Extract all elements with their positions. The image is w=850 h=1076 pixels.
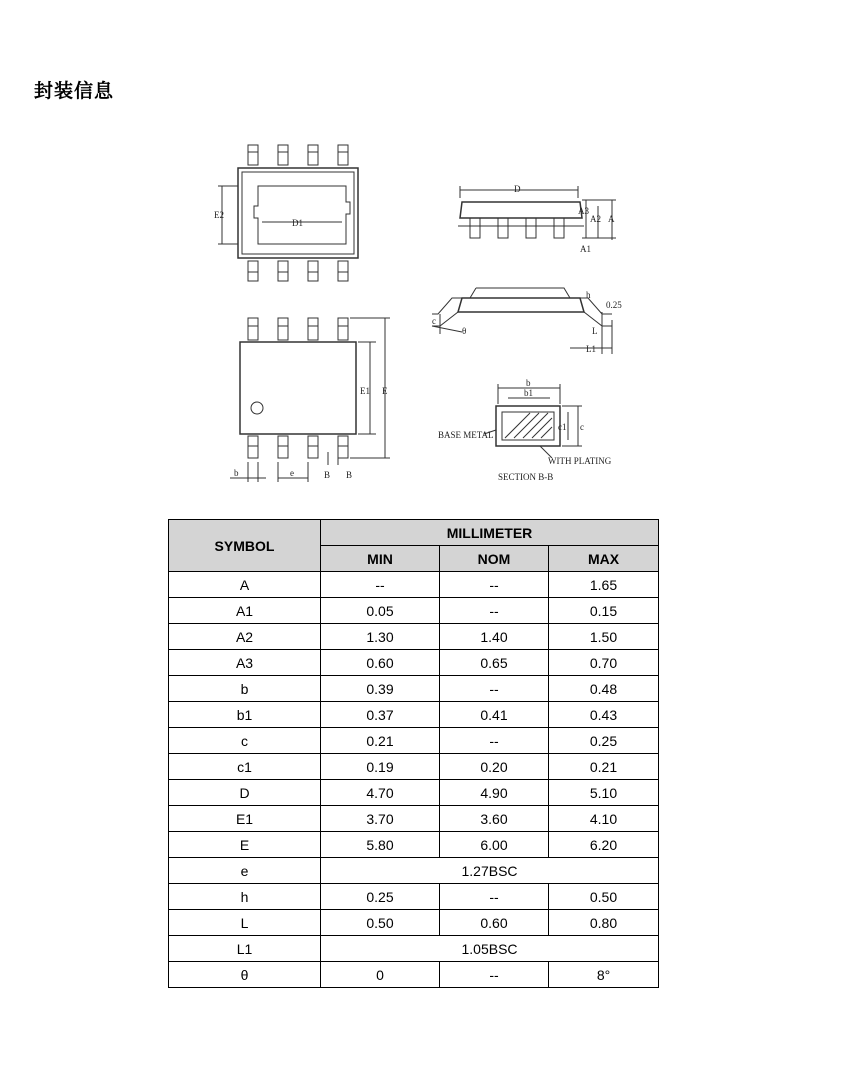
cell-max: 0.48 (549, 676, 659, 702)
cell-max: 1.50 (549, 624, 659, 650)
cell-span: 1.05BSC (321, 936, 659, 962)
cell-nom: 0.65 (440, 650, 549, 676)
cell-symbol: θ (169, 962, 321, 988)
cell-nom: 0.60 (440, 910, 549, 936)
cell-symbol: E (169, 832, 321, 858)
header-nom: NOM (440, 546, 549, 572)
cell-min: 5.80 (321, 832, 440, 858)
label-b-section: b (526, 378, 531, 388)
label-base-metal: BASE METAL (438, 430, 494, 440)
label-B-right: B (346, 470, 353, 480)
cell-nom: -- (440, 884, 549, 910)
table-row (169, 676, 659, 702)
table-row (169, 884, 659, 910)
header-max: MAX (549, 546, 659, 572)
cell-max: 0.43 (549, 702, 659, 728)
cell-symbol: c (169, 728, 321, 754)
label-A3: A3 (578, 206, 589, 216)
cell-min: -- (321, 572, 440, 598)
cell-nom: 1.40 (440, 624, 549, 650)
table-row (169, 702, 659, 728)
header-symbol: SYMBOL (169, 520, 321, 572)
cell-nom: -- (440, 728, 549, 754)
label-L: L (592, 326, 598, 336)
package-outline-drawing (200, 140, 660, 490)
cell-max: 0.70 (549, 650, 659, 676)
cell-max: 1.65 (549, 572, 659, 598)
cell-min: 0.39 (321, 676, 440, 702)
label-B-left: B (324, 470, 331, 480)
table-row (169, 936, 659, 962)
cell-symbol: D (169, 780, 321, 806)
cell-min: 0.21 (321, 728, 440, 754)
table-row (169, 754, 659, 780)
label-h: h (586, 290, 591, 300)
cell-min: 0.60 (321, 650, 440, 676)
label-D1: D1 (292, 218, 303, 228)
cell-symbol: E1 (169, 806, 321, 832)
side-view (458, 186, 616, 240)
label-section: SECTION B-B (498, 472, 554, 482)
cell-max: 4.10 (549, 806, 659, 832)
cell-max: 8° (549, 962, 659, 988)
label-with-plating: WITH PLATING (548, 456, 612, 466)
cell-max: 0.50 (549, 884, 659, 910)
bottom-view (230, 318, 390, 482)
table-row (169, 910, 659, 936)
cell-max: 5.10 (549, 780, 659, 806)
table-row (169, 728, 659, 754)
header-unit: MILLIMETER (321, 520, 659, 546)
label-c-section: c (580, 422, 584, 432)
label-E1: E1 (360, 386, 370, 396)
cell-max: 0.80 (549, 910, 659, 936)
cell-min: 0.05 (321, 598, 440, 624)
cell-nom: -- (440, 598, 549, 624)
cell-min: 3.70 (321, 806, 440, 832)
table-row (169, 572, 659, 598)
cell-symbol: h (169, 884, 321, 910)
cell-max: 0.15 (549, 598, 659, 624)
cell-symbol: b1 (169, 702, 321, 728)
table-row (169, 806, 659, 832)
table-row (169, 624, 659, 650)
cell-nom: 0.20 (440, 754, 549, 780)
cell-nom: 4.90 (440, 780, 549, 806)
cell-symbol: A1 (169, 598, 321, 624)
dimension-table (168, 519, 659, 988)
cell-min: 0.37 (321, 702, 440, 728)
label-A2: A2 (590, 214, 601, 224)
cell-min: 1.30 (321, 624, 440, 650)
table-row (169, 832, 659, 858)
cell-symbol: A (169, 572, 321, 598)
label-D: D (514, 184, 521, 194)
label-c1: c1 (558, 422, 567, 432)
cell-symbol: L (169, 910, 321, 936)
table-row (169, 858, 659, 884)
section-b-b (484, 384, 582, 458)
top-pins-lower (248, 261, 348, 281)
label-c: c (432, 316, 436, 326)
label-E2: E2 (214, 210, 224, 220)
header-min: MIN (321, 546, 440, 572)
cell-symbol: A2 (169, 624, 321, 650)
cell-min: 0.50 (321, 910, 440, 936)
label-gauge: 0.25 (606, 300, 622, 310)
table-row (169, 780, 659, 806)
cell-min: 0.19 (321, 754, 440, 780)
top-pins-upper (248, 145, 348, 165)
end-view (432, 288, 612, 354)
cell-min: 0.25 (321, 884, 440, 910)
label-e: e (290, 468, 294, 478)
label-b: b (234, 468, 239, 478)
cell-symbol: c1 (169, 754, 321, 780)
cell-symbol: L1 (169, 936, 321, 962)
cell-min: 0 (321, 962, 440, 988)
cell-nom: 0.41 (440, 702, 549, 728)
cell-nom: 3.60 (440, 806, 549, 832)
cell-nom: -- (440, 962, 549, 988)
cell-nom: -- (440, 676, 549, 702)
label-A: A (608, 214, 615, 224)
table-row (169, 962, 659, 988)
label-A1: A1 (580, 244, 591, 254)
label-theta: θ (462, 326, 467, 336)
top-view (218, 145, 358, 281)
cell-min: 4.70 (321, 780, 440, 806)
cell-symbol: A3 (169, 650, 321, 676)
cell-max: 0.25 (549, 728, 659, 754)
cell-nom: -- (440, 572, 549, 598)
cell-nom: 6.00 (440, 832, 549, 858)
label-E: E (382, 386, 388, 396)
label-L1: L1 (586, 344, 596, 354)
table-row (169, 650, 659, 676)
page-title: 封装信息 (34, 80, 115, 102)
cell-span: 1.27BSC (321, 858, 659, 884)
cell-max: 0.21 (549, 754, 659, 780)
cell-max: 6.20 (549, 832, 659, 858)
cell-symbol: e (169, 858, 321, 884)
table-row (169, 598, 659, 624)
label-b1: b1 (524, 388, 533, 398)
cell-symbol: b (169, 676, 321, 702)
